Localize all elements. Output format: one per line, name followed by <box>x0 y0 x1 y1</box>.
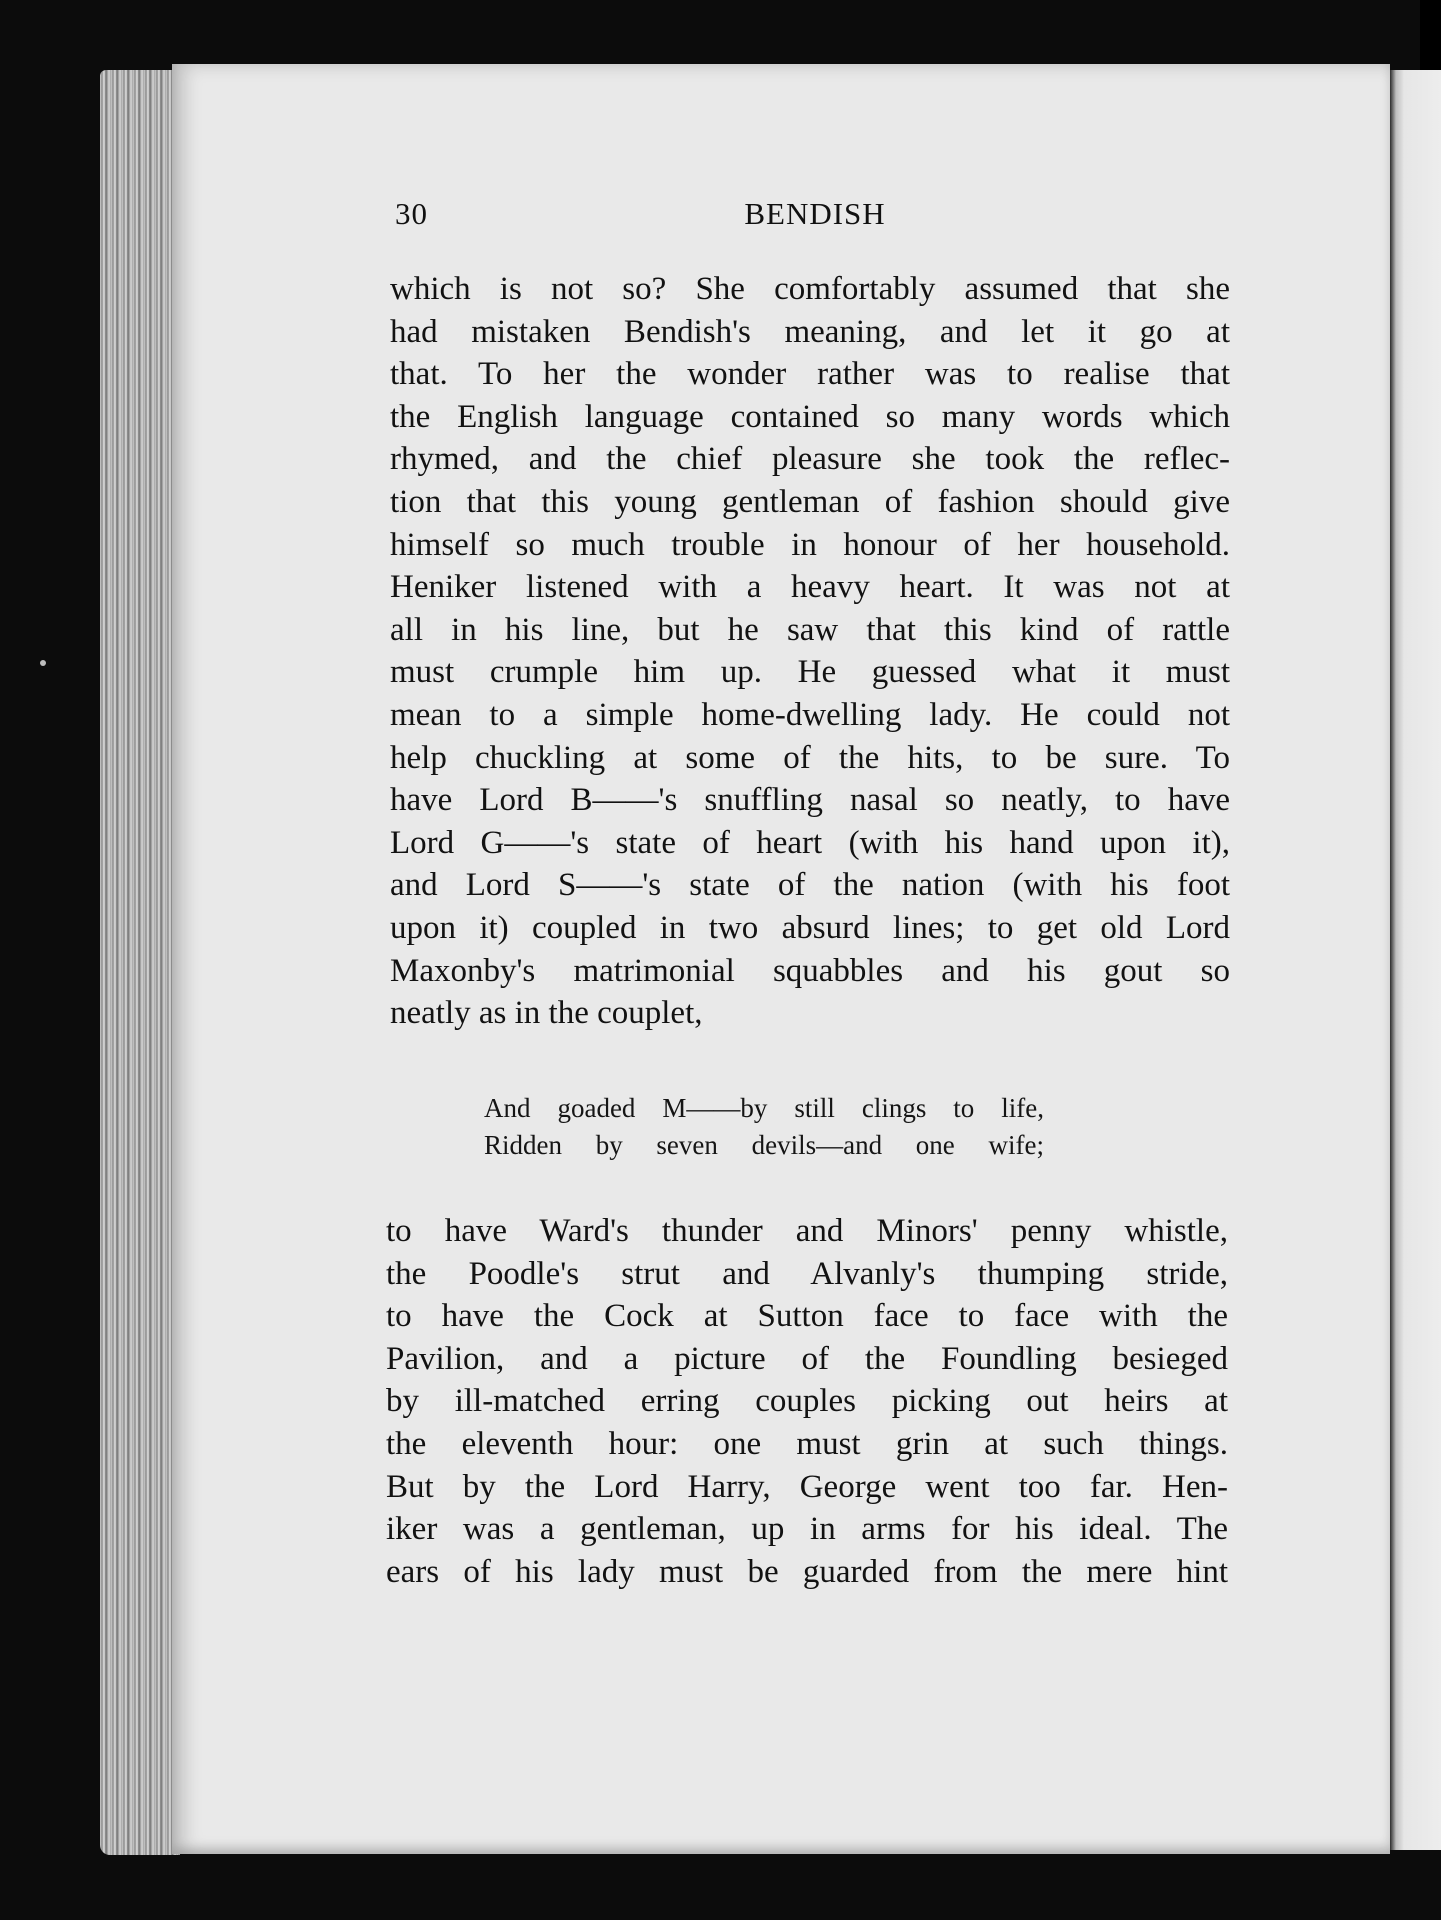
verse-line: And goaded M——by still clings to life, <box>484 1093 1044 1123</box>
facing-page-edge <box>1390 70 1441 1850</box>
page-header <box>395 196 1235 240</box>
text-line: tion that this young gentleman of fashion should give <box>390 483 1230 520</box>
text-line: rhymed, and the chief pleasure she took the reflec- <box>390 441 1230 478</box>
text-line: by ill-matched erring couples picking out heirs at <box>386 1383 1228 1420</box>
scan-border <box>1420 0 1441 70</box>
text-line: neatly as in the couplet, <box>390 995 703 1032</box>
text-line: iker was a gentleman, up in arms for his ideal. The <box>386 1511 1228 1548</box>
text-line: But by the Lord Harry, George went too far. Hen- <box>386 1468 1228 1505</box>
text-line: help chuckling at some of the hits, to be sure. To <box>390 739 1230 776</box>
text-line: to have Ward's thunder and Minors' penny whistle, <box>386 1213 1228 1249</box>
text-line: upon it) coupled in two absurd lines; to get old Lord <box>390 909 1230 946</box>
text-line: Heniker listened with a heavy heart. It was not at <box>390 569 1230 606</box>
verse-line: Ridden by seven devils—and one wife; <box>484 1130 1044 1160</box>
book-page-edges <box>100 70 180 1855</box>
text-line: himself so much trouble in honour of her household. <box>390 526 1230 563</box>
text-line: to have the Cock at Sutton face to face with the <box>386 1298 1228 1335</box>
text-line: must crumple him up. He guessed what it must <box>390 654 1230 691</box>
page-number: 30 <box>395 196 428 231</box>
text-line: Maxonby's matrimonial squabbles and his gout so <box>390 952 1230 989</box>
text-line: and Lord S——'s state of the nation (with his foot <box>390 867 1230 904</box>
text-line: that. To her the wonder rather was to realise that <box>390 356 1230 393</box>
text-line: which is not so? She comfortably assumed that she <box>390 271 1230 307</box>
text-line: Pavilion, and a picture of the Foundling besieged <box>386 1340 1228 1377</box>
running-head: BENDISH <box>744 196 886 231</box>
text-line: all in his line, but he saw that this kind of rattle <box>390 611 1230 648</box>
text-line: the Poodle's strut and Alvanly's thumping stride, <box>386 1255 1228 1292</box>
text-line: mean to a simple home-dwelling lady. He could not <box>390 696 1230 733</box>
text-line: Lord G——'s state of heart (with his hand upon it), <box>390 824 1230 861</box>
dust-speck <box>40 660 46 666</box>
text-line: have Lord B——'s snuffling nasal so neatly, to have <box>390 782 1230 819</box>
verse-couplet <box>484 1090 1044 1164</box>
paragraph-1 <box>390 268 1230 1035</box>
text-line: had mistaken Bendish's meaning, and let it go at <box>390 313 1230 350</box>
paragraph-2 <box>386 1210 1228 1593</box>
text-line: ears of his lady must be guarded from the mere hint <box>386 1553 1228 1590</box>
text-line: the English language contained so many words which <box>390 398 1230 435</box>
text-line: the eleventh hour: one must grin at such things. <box>386 1425 1228 1462</box>
